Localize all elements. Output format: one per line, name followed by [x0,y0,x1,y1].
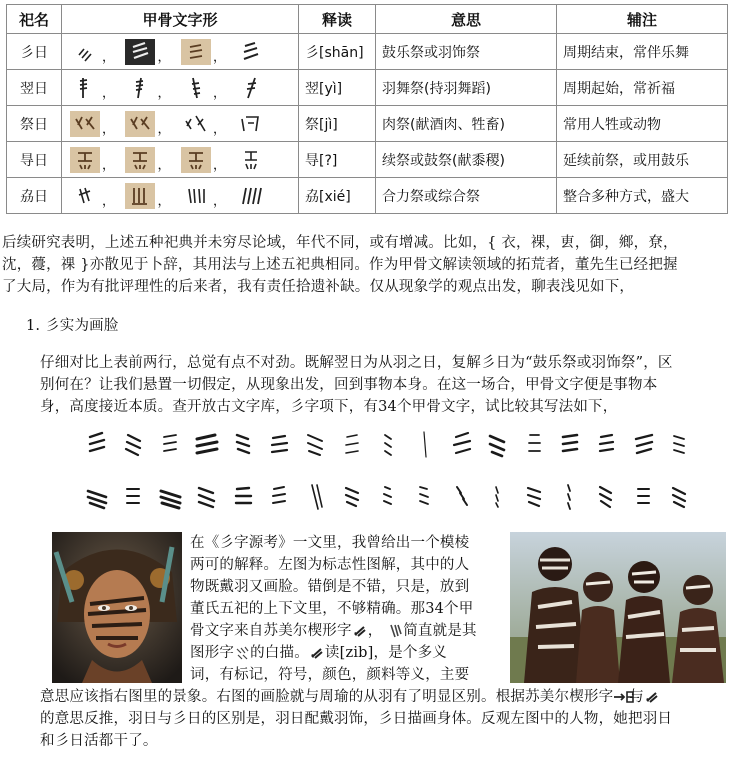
oracle-glyphs: ， ， ， [62,106,299,142]
oracle-glyph-image [70,183,100,209]
shan-variant-glyph [448,479,476,513]
cuneiform-stroke-glyph-icon [387,623,403,639]
shan-variant-glyph [339,427,367,461]
cuneiform-compound-glyph-icon [613,689,629,705]
oracle-glyph-image [70,75,100,101]
rite-name: 劦日 [7,178,62,214]
oracle-glyph-image [236,75,266,101]
shan-variants-row-1 [84,424,694,464]
paragraph-line: 的意思反推，羽日与彡日的区别是，羽日配戴羽饰，彡日描画身体。反观左图中的人物，她把羽日 [40,711,673,727]
oracle-glyphs: ， ， ， [62,178,299,214]
shan-variant-glyph [157,479,185,513]
shan-variant-glyph [557,427,585,461]
shan-variant-glyph [266,427,294,461]
shan-variant-glyph [666,427,694,461]
rite-name: 㝵日 [7,142,62,178]
table-row [7,142,728,178]
oracle-glyph-image [181,111,211,137]
table-row [7,70,728,106]
table-header-row [7,5,728,34]
rite-reading: 劦[xié] [299,178,376,214]
shan-variant-glyph [193,427,221,461]
rite-note: 常用人牲或动物 [557,106,728,142]
oracle-glyphs: ， ， ， [62,34,299,70]
shan-variant-glyph [266,479,294,513]
rite-note: 延续前祭，或用鼓乐 [557,142,728,178]
shan-variant-glyph [411,427,439,461]
five-rites-table [6,4,728,214]
face-paint-woman-photo [52,532,182,683]
shan-variant-glyph [230,479,258,513]
oracle-glyph-image [70,39,100,65]
text-run: ， [367,623,383,639]
oracle-rubbing-image [125,183,155,209]
oracle-glyph-image [236,147,266,173]
header-note: 辅注 [557,5,728,34]
section-title: 彡实为画脸 [45,318,119,334]
oracle-glyph-image [181,183,211,209]
rite-note: 整合多种方式，盛大 [557,178,728,214]
header-reading: 释读 [299,5,376,34]
shan-variant-glyph [230,427,258,461]
rite-reading: 彡[shān] [299,34,376,70]
oracle-glyph-image [181,75,211,101]
body-paint-men-photo [510,532,726,683]
shan-variant-glyph [84,427,112,461]
source-paragraph-wide [40,686,732,752]
shan-variant-glyph [484,427,512,461]
shan-variant-glyph [411,479,439,513]
table-row [7,106,728,142]
shan-variant-glyph [630,479,658,513]
shan-variant-glyph [120,427,148,461]
oracle-rubbing-image [70,111,100,137]
oracle-glyph-image [125,75,155,101]
shan-variant-glyph [157,427,185,461]
header-glyphs: 甲骨文字形 [62,5,299,34]
paragraph-line: 沈，蘉，祼 }亦散见于卜辞，其用法与上述五祀典相同。作为甲骨文解读领域的拓荒者，董先生已经把握 [2,257,678,273]
paragraph-line: 和彡日活都干了。 [40,733,158,749]
shan-variant-glyph [120,479,148,513]
oracle-glyph-image [236,111,266,137]
cuneiform-zib-glyph-icon [352,623,368,639]
shan-variant-glyph [666,479,694,513]
oracle-rubbing-image [125,111,155,137]
rite-name: 彡日 [7,34,62,70]
shan-variant-glyph [593,479,621,513]
shan-variant-glyph [302,479,330,513]
oracle-glyph-image [236,183,266,209]
shan-variant-glyph [484,479,512,513]
text-run: 的白描。 [250,645,309,661]
rite-meaning: 肉祭(献酒肉、牲畜) [376,106,557,142]
rite-meaning: 羽舞祭(持羽舞蹈) [376,70,557,106]
rite-meaning: 续祭或鼓祭(献黍稷) [376,142,557,178]
shan-variant-glyph [193,479,221,513]
oracle-glyphs: ， ， ， [62,70,299,106]
shan-variant-glyph [557,479,585,513]
shan-variant-glyph [448,427,476,461]
header-name: 祀名 [7,5,62,34]
oracle-rubbing-image [125,39,155,65]
paragraph-line: 仔细对比上表前两行，总觉有点不对劲。既解翌日为从羽之日，复解彡日为“鼓乐祭或羽饰祭”，区 [40,355,673,371]
shan-variant-glyph [375,479,403,513]
text-run: 意思应该指右图里的景象。右图的画脸就与周瑜的从羽有了明显区别。根据苏美尔楔形字 [40,689,614,705]
source-paragraph-narrow [190,532,506,686]
oracle-rubbing-image [181,147,211,173]
text-run: 骨文字来自苏美尔楔形字 [190,623,352,639]
paragraph-line: 身，高度接近本质。查开放古文字库，彡字项下，有34个甲骨文字，试比较其写法如下， [40,399,618,415]
shan-variant-glyph [521,427,549,461]
shan-variant-glyph [630,427,658,461]
rite-note: 周期结束，常伴乐舞 [557,34,728,70]
paragraph-line: 后续研究表明，上述五种祀典并未穷尽论域，年代不同，或有增减。比如，{ 衣，裸，叀，御，鄉，尞， [2,235,678,251]
oracle-glyphs: ， ， ， [62,142,299,178]
pictograph-glyph-icon [234,645,250,661]
oracle-rubbing-image [125,147,155,173]
oracle-rubbing-image [181,39,211,65]
comparison-paragraph [40,352,732,418]
table-row [7,34,728,70]
oracle-rubbing-image [70,147,100,173]
cuneiform-zib-glyph-icon [309,645,325,661]
paragraph-line: 在《彡字源考》一文里，我曾给出一个模棱 [190,535,470,551]
paragraph-line: 董氏五祀的上下文里，不够精确。那34个甲 [190,601,474,617]
rite-reading: 翌[yì] [299,70,376,106]
rite-note: 周期起始，常祈福 [557,70,728,106]
shan-variant-glyph [84,479,112,513]
intro-paragraph [2,232,732,298]
paragraph-line [190,620,506,642]
paragraph-line: 物既戴羽又画脸。错倒是不错，只是，放到 [190,579,470,595]
text-run: 读[zib]，是个多义 [324,645,447,661]
text-run: 图形字 [190,645,235,661]
paragraph-line: 词，有标记，符号，颜色，颜料等义，主要 [190,667,470,683]
text-run: 与 [629,689,644,705]
table-row [7,178,728,214]
shan-variant-glyph [521,479,549,513]
shan-variant-glyph [593,427,621,461]
rite-meaning: 鼓乐祭或羽饰祭 [376,34,557,70]
section-heading [26,315,119,337]
text-run: 简直就是其 [403,623,477,639]
rite-reading: 㝵[?] [299,142,376,178]
shan-variants-row-2 [84,476,694,516]
shan-variant-glyph [302,427,330,461]
header-meaning: 意思 [376,5,557,34]
paragraph-line: 两可的解释。左图为标志性图解，其中的人 [190,557,470,573]
paragraph-line [40,686,732,708]
paragraph-line [190,642,506,664]
rite-name: 祭日 [7,106,62,142]
section-number: 1. [26,318,41,334]
rite-meaning: 合力祭或综合祭 [376,178,557,214]
shan-variant-glyph [339,479,367,513]
shan-variant-glyph [375,427,403,461]
rite-reading: 祭[jì] [299,106,376,142]
paragraph-line: 别何在？让我们悬置一切假定，从现象出发，回到事物本身。在这一场合，甲骨文字便是事物本 [40,377,658,393]
rite-name: 翌日 [7,70,62,106]
paragraph-line: 了大局，作为有批评理性的后来者，我有责任拾遗补缺。仅从现象学的观点出发，聊表浅见如下， [2,279,635,295]
oracle-glyph-image [236,39,266,65]
cuneiform-zib-glyph-icon [644,689,660,705]
